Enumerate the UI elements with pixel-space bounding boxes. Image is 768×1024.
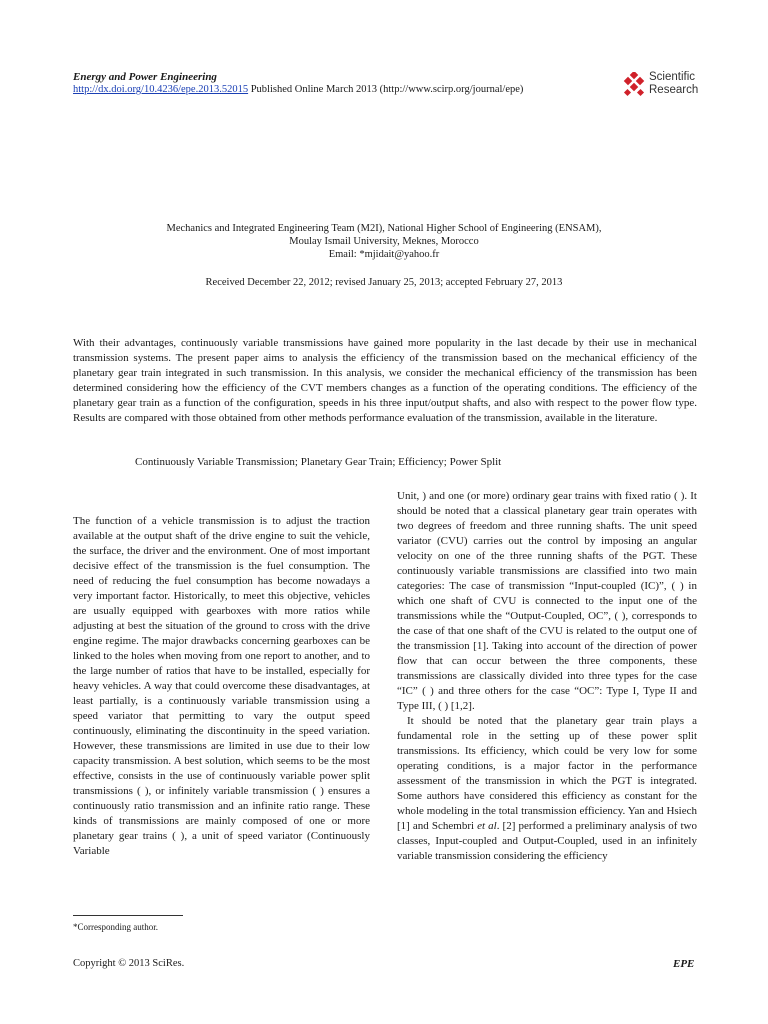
doi-link[interactable]: http://dx.doi.org/10.4236/epe.2013.52015 (73, 84, 249, 95)
footnote: *Corresponding author. (73, 922, 158, 932)
scirp-logo-icon (622, 72, 646, 98)
published-info: Published Online March 2013 (http://www.scirp.org/journal/epe) (250, 84, 524, 95)
journal-name: Energy and Power Engineering (73, 71, 217, 83)
logo-text-line1: Scientific (649, 71, 696, 83)
keywords: Continuously Variable Transmission; Planetary Gear Train; Efficiency; Power Split (135, 456, 502, 468)
received-dates: Received December 22, 2012; revised January 25, 2013; accepted February 27, 2013 (205, 277, 563, 288)
para2-etal: et al (477, 820, 497, 832)
intro-paragraph: The function of a vehicle transmission is to adjust the traction available at the output shaft of the drive engine to suit the vehicle, the surface, the driver and the environment. One of most important decisive effect of the transmission is the fuel consumption. The need of reducing the fuel consumption has become nowadays a very important factor. Historically, to meet this objective, vehicles are usually equipped with gearboxes with more ratios while adjusting at best the situation of the ground to cross with the drive engine regime. The major drawbacks concerning gearboxes can be linked to the holes when moving from one report to another, and to the large number of ratios that have to be installed, especially for heavy vehicles. A way that could overcome these disadvantages, at least partially, is a continuously variable transmission using a speed variator that permitting to vary the output speed continuously, eliminating the discontinuity in the speed variation. However, these transmissions are limited in use due to their low capacity transmission. A best solution, which seems to be the most effective, consists in the use of continuously variable power split transmissions ( ), or infinitely variable transmission ( ) ensures a continuously ratio transmission and an infinite ratio range. These kinds of transmissions are mainly composed of one or more planetary gear trains ( ), a unit of speed variator (Continuously Variable (73, 515, 370, 857)
publisher-logo (622, 70, 702, 100)
para2-text-a: It should be noted that the planetary gear train plays a fundamental role in the setting up of these power split transmissions. Its efficiency, which could be very low for some operating conditions, is a major factor in the performance assessment of the transmission in which the PGT is integrated. Some authors have considered this efficiency as constant for the whole modeling in the total transmission efficiency. Yan and Hsiech [1] and Schembri (397, 715, 697, 832)
left-column (73, 514, 370, 859)
footer-journal-abbr: EPE (673, 958, 695, 970)
abstract: With their advantages, continuously variable transmissions have gained more popularity in the last decade by their use in mechanical transmission systems. The present paper aims to analysis the efficiency of the transmission based on the mechanical efficiency of the planetary gear train integrated in such transmission. In this analysis, we consider the mechanical efficiency of the transmission has been determined considering how the efficiency of the CVT members changes as a function of the operating conditions. The efficiency of the planetary gear train as a function of the configuration, speeds in his three input/output shafts, and also with respect to the power flow type. Results are compared with those obtained from other methods performance evaluation of the transmission, available in the literature. (73, 337, 697, 424)
affiliation-line2: Moulay Ismail University, Meknes, Morocco (289, 236, 479, 247)
para2-text-b: . [2] performed a preliminary analysis of two classes, Input-coupled and Output-Coupled, used in an infinitely variable transmission considering the efficiency (397, 820, 698, 862)
affiliation (73, 222, 695, 261)
body-paragraph-2 (397, 714, 697, 864)
right-column (397, 489, 697, 864)
footnote-rule (73, 915, 183, 916)
copyright: Copyright © 2013 SciRes. (73, 958, 185, 969)
logo-text-line2: Research (649, 84, 699, 96)
affiliation-line1: Mechanics and Integrated Engineering Team (M2I), National Higher School of Engineering (ENSAM), (166, 223, 602, 234)
doi-line (73, 84, 523, 95)
email: Email: *mjidait@yahoo.fr (328, 249, 440, 260)
body-paragraph-1: Unit, ) and one (or more) ordinary gear trains with fixed ratio ( ). It should be noted that a classical planetary gear train operates with two degrees of freedom and three running shafts. The unit speed variator (CVU) carries out the control by imposing an angular velocity on one of the three running shafts of the PGT. These continuously variable transmissions are classified into two main categories: The case of transmission “Input-coupled (IC)”, ( ) in which one shaft of CVU is connected to the input one of the transmissions while the “Output-Coupled, OC”, ( ), corresponds to the case of that one shaft of the CVU is related to the output one of the transmission [1]. Taking into account of the direction of power flow that can occur between the three components, these transmissions are classically divided into three types for the case “IC” ( ) and three others for the case “OC”: Type I, Type II and Type III, ( ) [1,2]. (397, 490, 697, 712)
